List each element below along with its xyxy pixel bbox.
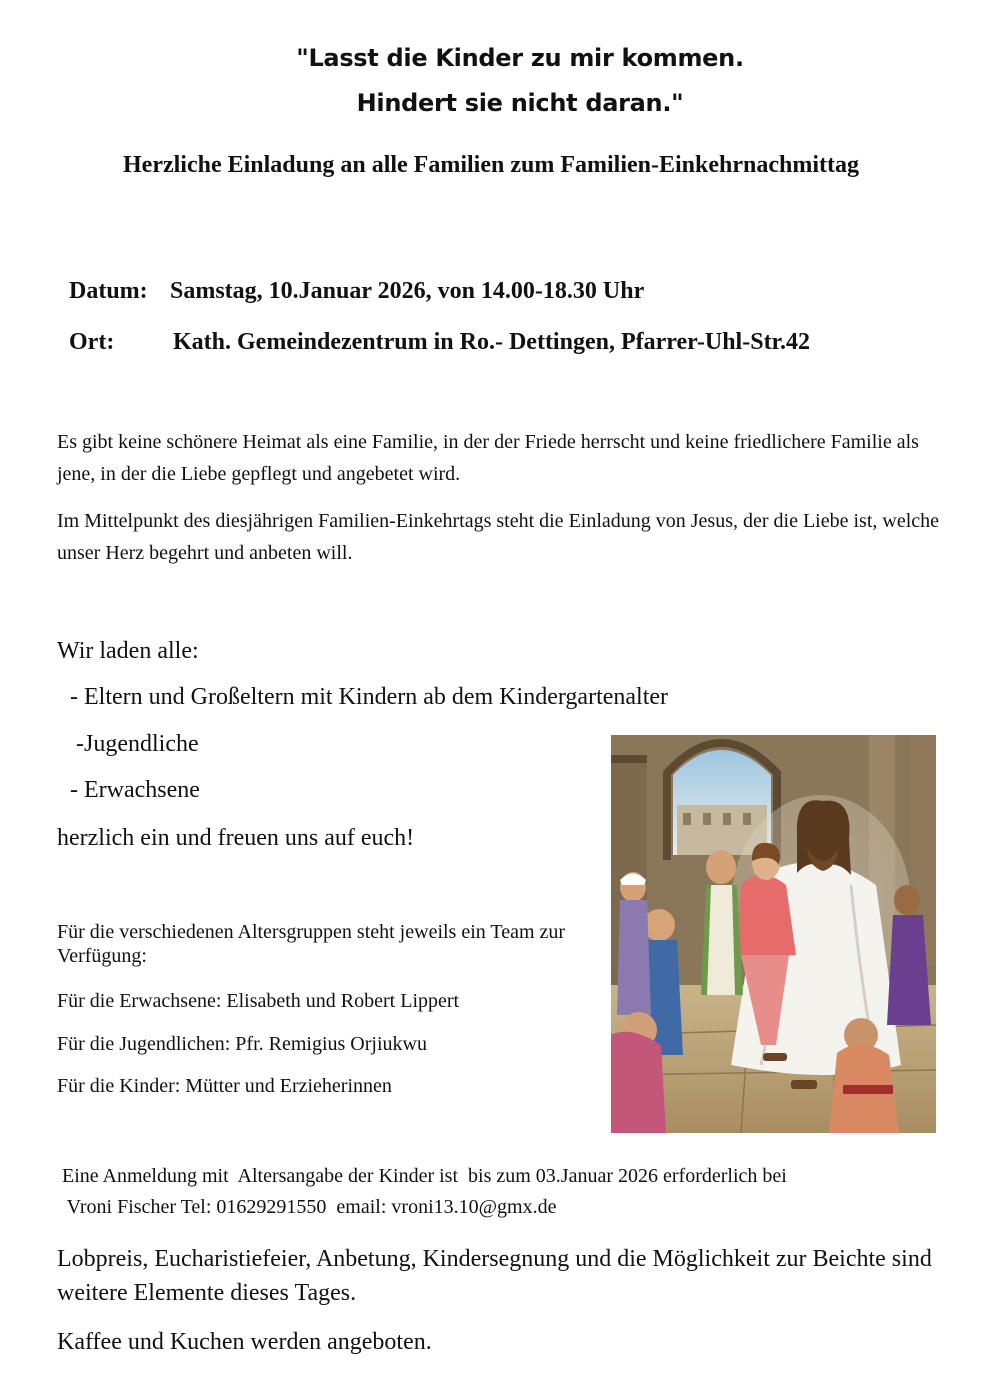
date-value: Samstag, 10.Januar 2026, von 14.00-18.30 Uhr — [170, 278, 645, 304]
date-label: Datum: — [69, 278, 148, 304]
intro-paragraph-1: Es gibt keine schönere Heimat als eine Familie, in der der Friede herrscht und keine friedlichere Familie als jene, in der die Liebe gepflegt und angebetet wird. — [57, 431, 919, 485]
place-label: Ort: — [69, 329, 115, 355]
team-adults: Für die Erwachsene: Elisabeth und Robert Lippert — [57, 990, 460, 1012]
registration-contact: Vroni Fischer Tel: 01629291550 email: vroni13.10@gmx.de — [57, 1196, 557, 1218]
invitation-heading: Herzliche Einladung an alle Familien zum Familien-Einkehrnachmittag — [123, 152, 859, 178]
teams-intro: Für die verschiedenen Altersgruppen steht jeweils ein Team zur Verfügung: — [57, 921, 566, 967]
refreshments: Kaffee und Kuchen werden angeboten. — [57, 1329, 432, 1355]
quote-line-2: Hindert sie nicht daran." — [356, 89, 684, 117]
program-elements: Lobpreis, Eucharistiefeier, Anbetung, Kindersegnung und die Möglichkeit zur Beichte sind weitere Elemente dieses Tages. — [57, 1246, 932, 1306]
team-kids: Für die Kinder: Mütter und Erzieherinnen — [57, 1075, 392, 1097]
audience-closing: herzlich ein und freuen uns auf euch! — [57, 825, 415, 851]
audience-item-youth: -Jugendliche — [64, 731, 199, 757]
event-date — [69, 278, 644, 305]
registration-line-1: Eine Anmeldung mit Altersangabe der Kinder ist bis zum 03.Januar 2026 erforderlich bei — [57, 1165, 787, 1187]
place-value: Kath. Gemeindezentrum in Ro.- Dettingen, Pfarrer-Uhl-Str.42 — [173, 329, 811, 355]
quote-line-1: "Lasst die Kinder zu mir kommen. — [296, 44, 744, 72]
audience-item-parents: - Eltern und Großeltern mit Kindern ab dem Kindergartenalter — [64, 684, 669, 710]
event-place — [69, 329, 810, 356]
intro-paragraph-2: Im Mittelpunkt des diesjährigen Familien-Einkehrtags steht die Einladung von Jesus, der die Liebe ist, welche unser Herz begehrt und anbeten will. — [57, 510, 940, 564]
jesus-with-children-illustration — [611, 735, 936, 1133]
team-youth: Für die Jugendlichen: Pfr. Remigius Orjiukwu — [57, 1033, 427, 1055]
audience-lead: Wir laden alle: — [57, 638, 199, 664]
audience-item-adults: - Erwachsene — [64, 777, 200, 803]
